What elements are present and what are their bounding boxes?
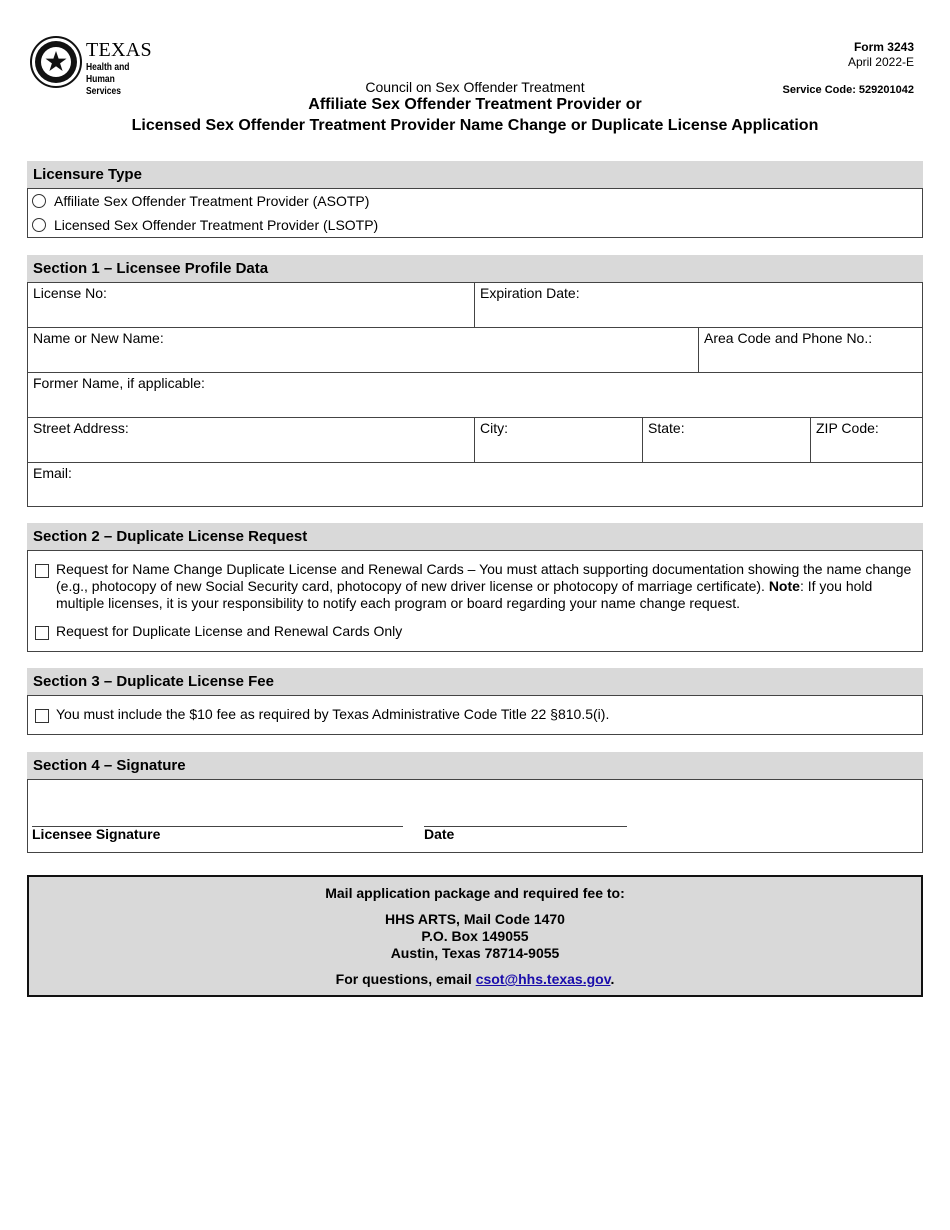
- signature-box: [27, 779, 923, 853]
- name-change-text-part2: : If you hold multiple licenses, it is your responsibility to notify each program or board regarding your name change request.: [56, 578, 873, 611]
- street-address-label: Street Address:: [33, 420, 129, 436]
- duplicate-only-checkbox[interactable]: [35, 626, 49, 640]
- licensure-option-label: Licensed Sex Offender Treatment Provider (LSOTP): [54, 217, 379, 233]
- licensure-option-label: Affiliate Sex Offender Treatment Provider (ASOTP): [54, 193, 370, 209]
- name-field[interactable]: [28, 328, 699, 373]
- section3-heading: Section 3 – Duplicate License Fee: [27, 668, 923, 695]
- page-title-line2: Licensed Sex Offender Treatment Provider Name Change or Duplicate License Application: [131, 117, 819, 134]
- questions-line: [29, 971, 921, 987]
- radio-button[interactable]: [32, 218, 46, 232]
- questions-suffix: .: [610, 971, 615, 987]
- name-change-checkbox[interactable]: [35, 564, 49, 578]
- fee-box: [27, 695, 923, 735]
- zip-code-label: ZIP Code:: [816, 420, 879, 436]
- mail-address-line3: Austin, Texas 78714-9055: [390, 945, 560, 961]
- service-code: Service Code: 529201042: [782, 84, 914, 96]
- mail-intro: Mail application package and required fee to:: [325, 885, 625, 901]
- mail-address-line1: HHS ARTS, Mail Code 1470: [385, 911, 565, 927]
- former-name-field[interactable]: [28, 373, 922, 418]
- note-label: Note: [768, 578, 800, 594]
- licensure-option-asotp[interactable]: [32, 193, 369, 209]
- name-change-text-part1: Request for Name Change Duplicate License and Renewal Cards – You must attach supporting documentation showing the name change (e.g., photocopy of new Social Security card, photocopy of new driver license or photocopy of marriage certificate).: [56, 561, 912, 594]
- email-field[interactable]: [28, 463, 922, 506]
- contact-email-link[interactable]: csot@hhs.texas.gov: [475, 971, 611, 987]
- license-no-field[interactable]: [28, 283, 475, 328]
- licensure-type-box: [27, 188, 923, 238]
- mailing-instructions: [27, 875, 923, 997]
- logo-hhs-line1: Health and Human: [86, 62, 130, 85]
- licensee-profile-table: [27, 282, 923, 507]
- date-line[interactable]: [424, 826, 627, 827]
- city-field[interactable]: [475, 418, 643, 463]
- radio-button[interactable]: [32, 194, 46, 208]
- phone-label: Area Code and Phone No.:: [704, 330, 873, 346]
- section2-heading: Section 2 – Duplicate License Request: [27, 523, 923, 550]
- state-label: State:: [648, 420, 685, 436]
- section1-heading: Section 1 – Licensee Profile Data: [27, 255, 923, 282]
- form-date: April 2022-E: [847, 55, 914, 69]
- page-title-line1: Affiliate Sex Offender Treatment Provider or: [308, 96, 642, 113]
- expiration-date-field[interactable]: [475, 283, 922, 328]
- fee-option-text: You must include the $10 fee as required by Texas Administrative Code Title 22 §810.5(i).: [56, 706, 610, 722]
- section4-heading: Section 4 – Signature: [27, 752, 923, 779]
- street-address-field[interactable]: [28, 418, 475, 463]
- city-label: City:: [480, 420, 508, 436]
- state-field[interactable]: [643, 418, 811, 463]
- name-change-option-text: [56, 561, 912, 612]
- logo-texas: TEXAS: [86, 39, 152, 61]
- council-name: Council on Sex Offender Treatment: [365, 79, 585, 95]
- duplicate-only-option-text: Request for Duplicate License and Renewal Cards Only: [56, 623, 403, 639]
- licensee-signature-label: Licensee Signature: [32, 826, 161, 842]
- date-label: Date: [424, 826, 455, 842]
- zip-code-field[interactable]: [811, 418, 922, 463]
- form-number: Form 3243: [853, 40, 914, 54]
- phone-field[interactable]: [699, 328, 922, 373]
- former-name-label: Former Name, if applicable:: [33, 375, 205, 391]
- duplicate-request-box: [27, 550, 923, 652]
- licensure-type-heading: Licensure Type: [27, 161, 923, 188]
- fee-checkbox[interactable]: [35, 709, 49, 723]
- email-label: Email:: [33, 465, 72, 481]
- expiration-date-label: Expiration Date:: [480, 285, 580, 301]
- name-label: Name or New Name:: [33, 330, 164, 346]
- logo-hhs-line2: Services: [86, 86, 121, 97]
- license-no-label: License No:: [33, 285, 107, 301]
- questions-prefix: For questions, email: [335, 971, 476, 987]
- mail-address-line2: P.O. Box 149055: [421, 928, 529, 944]
- licensure-option-lsotp[interactable]: [32, 217, 378, 233]
